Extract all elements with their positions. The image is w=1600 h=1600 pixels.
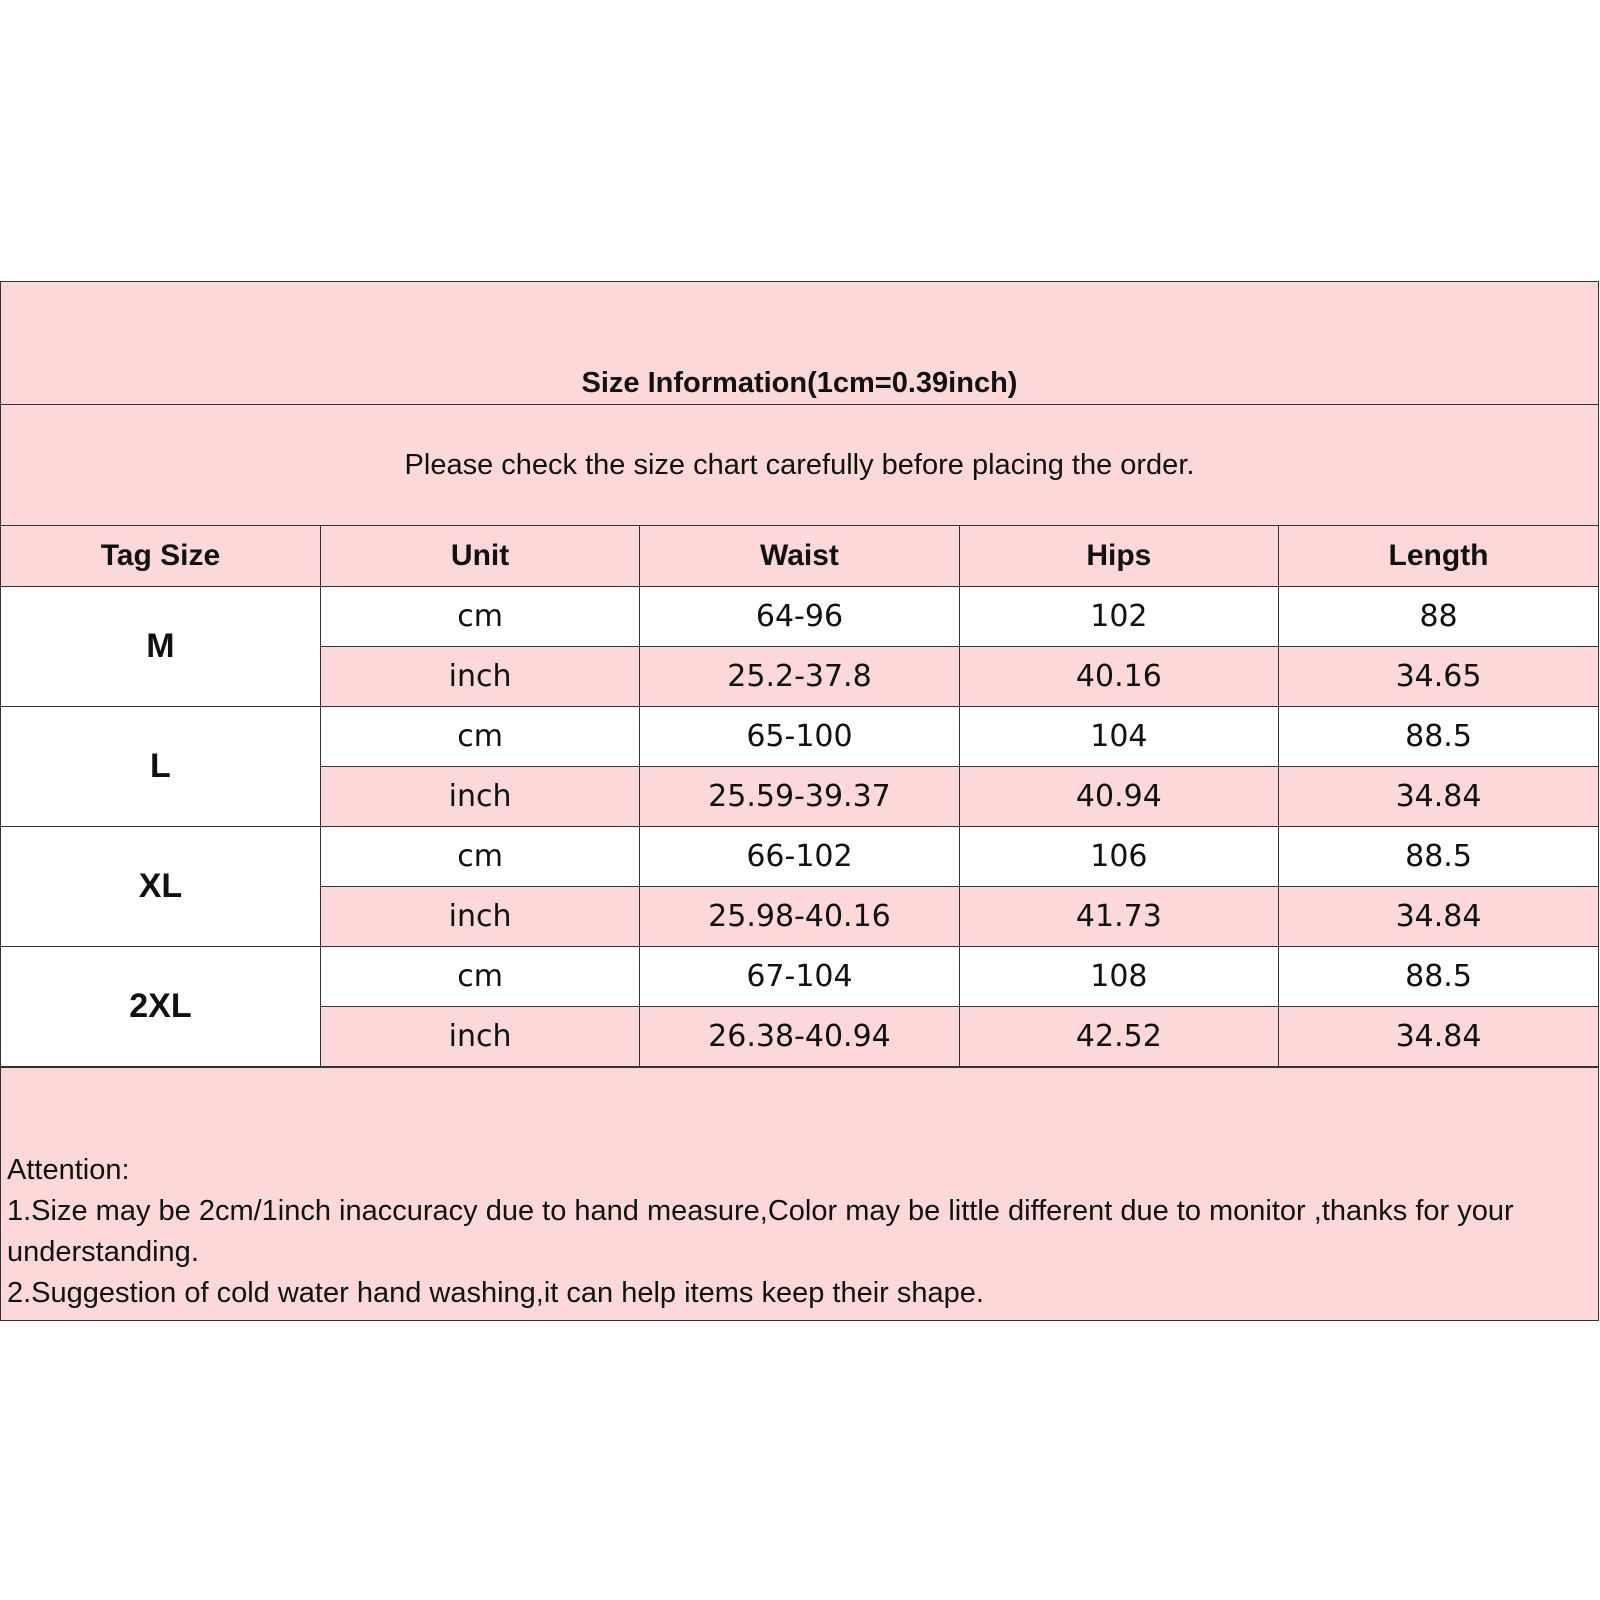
attention-note-1: 1.Size may be 2cm/1inch inaccuracy due to hand measure,Color may be little different due to monitor ,thanks for your understanding. <box>7 1194 1514 1268</box>
tag-size-cell: 2XL <box>1 946 320 1066</box>
hips-cell: 108 <box>959 946 1278 1006</box>
unit-cell: inch <box>320 646 639 706</box>
length-cell: 34.84 <box>1279 766 1598 826</box>
unit-cell: inch <box>320 886 639 946</box>
unit-cell: cm <box>320 706 639 766</box>
hips-cell: 40.94 <box>959 766 1278 826</box>
length-cell: 88 <box>1279 586 1598 646</box>
title-row <box>1 282 1598 405</box>
tag-size-cell: XL <box>1 826 320 946</box>
notice-text: Please check the size chart carefully before placing the order. <box>404 448 1195 481</box>
header-unit: Unit <box>320 526 639 586</box>
unit-cell: cm <box>320 826 639 886</box>
waist-cell: 64-96 <box>640 586 959 646</box>
hips-cell: 41.73 <box>959 886 1278 946</box>
hips-cell: 42.52 <box>959 1006 1278 1066</box>
header-tag-size: Tag Size <box>1 526 320 586</box>
waist-cell: 26.38-40.94 <box>640 1006 959 1066</box>
header-row <box>1 526 1598 586</box>
chart-title: Size Information(1cm=0.39inch) <box>581 367 1018 399</box>
waist-cell: 67-104 <box>640 946 959 1006</box>
attention-heading: Attention: <box>7 1153 130 1186</box>
waist-cell: 65-100 <box>640 706 959 766</box>
tag-size-cell: L <box>1 706 320 826</box>
hips-cell: 40.16 <box>959 646 1278 706</box>
size-chart <box>0 281 1599 1321</box>
header-waist: Waist <box>640 526 959 586</box>
tag-size-cell: M <box>1 586 320 706</box>
attention-note-2: 2.Suggestion of cold water hand washing,it can help items keep their shape. <box>7 1276 984 1309</box>
table-row <box>1 706 1598 766</box>
header-length: Length <box>1279 526 1598 586</box>
waist-cell: 25.59-39.37 <box>640 766 959 826</box>
waist-cell: 66-102 <box>640 826 959 886</box>
unit-cell: cm <box>320 586 639 646</box>
length-cell: 88.5 <box>1279 946 1598 1006</box>
unit-cell: inch <box>320 766 639 826</box>
table-row <box>1 586 1598 646</box>
hips-cell: 102 <box>959 586 1278 646</box>
unit-cell: cm <box>320 946 639 1006</box>
table-row <box>1 826 1598 886</box>
waist-cell: 25.2-37.8 <box>640 646 959 706</box>
length-cell: 34.65 <box>1279 646 1598 706</box>
notice-row <box>1 405 1598 526</box>
header-hips: Hips <box>959 526 1278 586</box>
length-cell: 34.84 <box>1279 1006 1598 1066</box>
table-row <box>1 946 1598 1006</box>
waist-cell: 25.98-40.16 <box>640 886 959 946</box>
hips-cell: 106 <box>959 826 1278 886</box>
length-cell: 88.5 <box>1279 706 1598 766</box>
length-cell: 88.5 <box>1279 826 1598 886</box>
unit-cell: inch <box>320 1006 639 1066</box>
size-table <box>1 526 1598 1067</box>
attention-notes <box>1 1067 1598 1320</box>
hips-cell: 104 <box>959 706 1278 766</box>
length-cell: 34.84 <box>1279 886 1598 946</box>
